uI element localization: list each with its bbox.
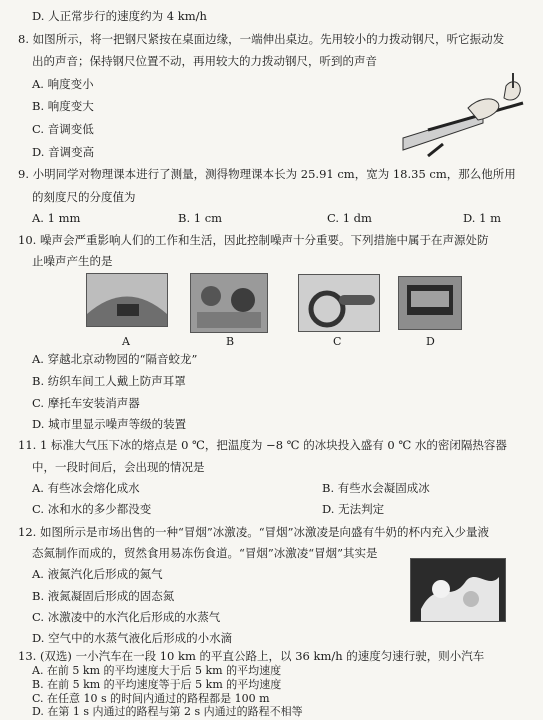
q9-option-a: A. 1 mm [32, 211, 81, 225]
image-c-motorcycle-muffler [298, 274, 380, 332]
image-label-b: B [226, 335, 235, 348]
q11-option-d: D. 无法判定 [322, 502, 385, 516]
q11-option-c: C. 冰和水的多少都没变 [32, 502, 152, 516]
q10-stem-line-1: 10. 噪声会严重影响人们的工作和生活，因此控制噪声十分重要。下列措施中属于在声源处防 [18, 233, 489, 247]
q13-stem-line-1: 13. (双选) 一小汽车在一段 10 km 的平直公路上，以 36 km/h 的速度匀速行驶，则小汽车 [18, 649, 485, 663]
q12-option-d: D. 空气中的水蒸气液化后形成的小水滴 [32, 631, 233, 645]
q13-option-c: C. 在任意 10 s 的时间内通过的路程都是 100 m [32, 692, 270, 705]
q9-stem-line-1: 9. 小明同学对物理课本进行了测量，测得物理课本长为 25.91 cm，宽为 18.35 cm，那么他所用 [18, 167, 516, 181]
image-label-c: C [333, 335, 342, 348]
q8-stem-line-2: 出的声音；保持钢尺位置不动，再用较大的力拨动钢尺，听到的声音 [32, 54, 377, 68]
q8-option-a: A. 响度变小 [32, 77, 94, 91]
q13-option-b: B. 在前 5 km 的平均速度等于后 5 km 的平均速度 [32, 678, 282, 691]
q12-option-b: B. 液氮凝固后形成的固态氮 [32, 589, 175, 603]
q9-stem-line-2: 的刻度尺的分度值为 [32, 190, 136, 204]
q9-option-d: D. 1 m [463, 211, 501, 225]
q12-stem-line-1: 12. 如图所示是市场出售的一种“冒烟”冰激凌。“冒烟”冰激凌是向盛有牛奶的杯内充入少量液 [18, 525, 489, 539]
q8-option-d: D. 音调变高 [32, 145, 95, 159]
q7-option-d: D. 人正常步行的速度约为 4 km/h [32, 9, 207, 23]
q12-stem-line-2: 态氮制作而成的，贸然食用易冻伤食道。“冒烟”冰激凌“冒烟”其实是 [32, 546, 378, 560]
q13-option-d: D. 在第 1 s 内通过的路程与第 2 s 内通过的路程不相等 [32, 705, 303, 718]
q9-option-b: B. 1 cm [178, 211, 223, 225]
q12-option-a: A. 液氮汽化后形成的氮气 [32, 567, 163, 581]
q10-option-b: B. 纺织车间工人戴上防声耳罩 [32, 374, 186, 388]
q12-option-c: C. 冰激凌中的水汽化后形成的水蒸气 [32, 610, 221, 624]
q10-option-c: C. 摩托车安装消声器 [32, 396, 140, 410]
q10-stem-line-2: 止噪声产生的是 [32, 254, 113, 268]
q13-option-a: A. 在前 5 km 的平均速度大于后 5 km 的平均速度 [32, 664, 282, 677]
q9-option-c: C. 1 dm [327, 211, 372, 225]
q8-option-c: C. 音调变低 [32, 122, 94, 136]
q8-option-b: B. 响度变大 [32, 99, 94, 113]
image-b-textile-workers [190, 273, 268, 333]
q11-stem-line-1: 11. 1 标准大气压下冰的熔点是 0 ℃，把温度为 −8 ℃ 的冰块投入盛有 0 ℃ 水的密闭隔热容器 [18, 438, 507, 452]
image-label-d: D [426, 335, 435, 348]
q11-stem-line-2: 中，一段时间后，会出现的情况是 [32, 460, 205, 474]
q10-option-d: D. 城市里显示噪声等级的装置 [32, 417, 187, 431]
image-label-a: A [122, 335, 130, 348]
q8-stem-line-1: 8. 如图所示，将一把钢尺紧按在桌面边缘，一端伸出桌边。先用较小的力拨动钢尺，听它振动发 [18, 32, 505, 46]
image-d-noise-monitor [398, 276, 462, 330]
smoking-ice-cream-photo [410, 558, 506, 622]
image-a-noise-barrier [86, 273, 168, 327]
q10-option-a: A. 穿越北京动物园的“隔音蛟龙” [32, 352, 198, 366]
ruler-illustration [398, 68, 533, 158]
q11-option-a: A. 有些冰会熔化成水 [32, 481, 140, 495]
q11-option-b: B. 有些水会凝固成冰 [322, 481, 430, 495]
